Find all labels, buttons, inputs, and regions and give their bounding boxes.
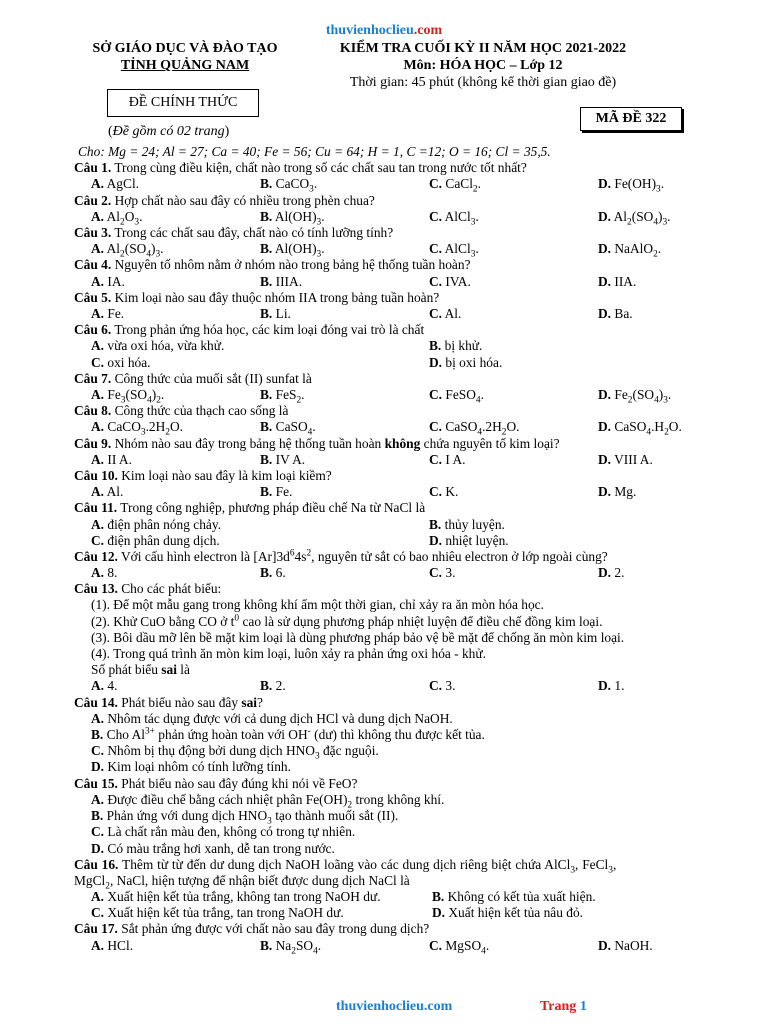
question-text: Phát biểu nào sau đây đúng khi nói về FeO? [117, 775, 358, 791]
options-row [74, 484, 704, 500]
question-number: Câu 5. [74, 289, 112, 305]
option-a[interactable]: A. vừa oxi hóa, vừa khử. [91, 338, 225, 354]
official-badge: ĐỀ CHÍNH THỨC [107, 89, 259, 117]
option-b[interactable]: B. CaCO$_3$. [260, 176, 318, 196]
options-row [74, 208, 704, 228]
option-b[interactable]: B. IIIA. [260, 273, 303, 289]
option-a[interactable]: A. $Al_2(SO_4)_3$. [91, 241, 164, 260]
footer-site[interactable]: thuvienhoclieu.com [336, 999, 453, 1014]
option-c[interactable]: C. 3. [429, 565, 456, 581]
question-text: Công thức của thạch cao sống là [111, 403, 289, 419]
option-b[interactable]: B. 6. [260, 565, 286, 581]
option-a[interactable]: A. 4. [91, 678, 118, 694]
brand-domain: .com [413, 23, 443, 38]
statement-1: (1). Để một mẫu gang trong không khí ẩm một thời gian, chỉ xảy ra ăn mòn hóa học. [91, 597, 544, 613]
department-line: SỞ GIÁO DỤC VÀ ĐÀO TẠO [92, 41, 278, 56]
option-b[interactable]: B. Phản ứng với dung dịch $HNO_3$ tạo thành muối sắt (II). [91, 808, 399, 827]
emphasis: sai [161, 662, 177, 678]
option-a[interactable]: A. Được điều chế bằng cách nhiệt phân $Fe(OH)_2$ trong không khí. [91, 791, 445, 811]
brand-name: thuvienhoclieu [325, 23, 414, 38]
question-text: Trong cùng điều kiện, chất nào trong số các chất sau tan trong nước tốt nhất? [111, 160, 527, 176]
question-text: Công thức của muối sắt (II) sunfat là [111, 370, 312, 386]
option-a[interactable]: A. AgCl. [91, 176, 140, 192]
option-c[interactable]: C. CaCl$_2$. [429, 176, 481, 196]
question-number: Câu 6. [74, 322, 112, 338]
option-b[interactable]: B. 2. [260, 678, 286, 694]
option-c[interactable]: C. Là chất rắn màu đen, không có trong tự nhiên. [91, 824, 356, 840]
page-number: 1 [579, 999, 587, 1014]
question-number: Câu 12. [74, 548, 118, 564]
exam-code: MÃ ĐỀ 322 [580, 107, 682, 131]
option-a[interactable]: A. 8. [91, 565, 118, 581]
question-9: Câu 9. Nhóm nào sau đây trong bảng hệ thống tuần hoàn không chứa nguyên tố kim loại? [74, 435, 560, 451]
option-d[interactable]: D. Kim loại nhôm có tính lưỡng tính. [91, 759, 291, 775]
question-3 [74, 225, 704, 241]
option-b[interactable]: B. $Na_2SO_4$. [260, 937, 322, 957]
options-row [74, 419, 704, 438]
options-row [74, 905, 704, 921]
question-text: Nguyên tố nhôm nằm ở nhóm nào trong bảng hệ thống tuần hoàn? [111, 257, 471, 273]
option-c[interactable]: C. 3. [429, 678, 456, 694]
statement-2: (2). Khử CuO bằng CO ở $t^0$ cao là sử dụng phương pháp nhiệt luyện để điều chế đồng kim loại. [91, 613, 603, 629]
option-b[interactable]: B. bị khử. [429, 338, 483, 354]
option-b[interactable]: B. CaSO$_4$. [260, 419, 316, 438]
option-b[interactable]: B. Fe. [260, 484, 293, 500]
question-number: Câu 1. [74, 160, 112, 176]
options-row [74, 355, 704, 371]
question-10 [74, 468, 704, 484]
option-b[interactable]: B. IV A. [260, 451, 306, 467]
question-12: Câu 12. Với cấu hình electron là $[Ar]3d^64s^2$, nguyên tử sắt có bao nhiêu electron ở lớp ngoài cùng? [74, 548, 608, 564]
question-text: Trong công nghiệp, phương pháp điều chế Na từ NaCl là [117, 500, 426, 516]
question-number: Câu 4. [74, 257, 112, 273]
question-number: Câu 14. [74, 694, 118, 710]
question-number: Câu 15. [74, 775, 118, 791]
option-c[interactable]: C. oxi hóa. [91, 354, 151, 370]
question-5 [74, 290, 704, 306]
option-c[interactable]: C. IVA. [429, 273, 471, 289]
question-4 [74, 257, 704, 273]
atomic-masses: Cho: Mg = 24; Al = 27; Ca = 40; Fe = 56; Cu = 64; H = 1, C =12; O = 16; Cl = 35,5. [78, 144, 551, 159]
question-number: Câu 16. [74, 856, 119, 872]
question-number: Câu 10. [74, 467, 118, 483]
option-c[interactable]: C. AlCl$_3$. [429, 208, 479, 228]
question-number: Câu 2. [74, 192, 112, 208]
question-number: Câu 11. [74, 500, 118, 516]
statement-4: (4). Trong quá trình ăn mòn kim loại, luôn xảy ra phản ứng oxi hóa - khử. [91, 646, 486, 662]
question-16: Câu 16. Thêm từ từ đến dư dung dịch NaOH loãng vào các dung dịch riêng biệt chứa AlCl$_3$, FeCl$_3$, [74, 856, 617, 876]
department-header [60, 40, 310, 74]
page-count-note [108, 124, 229, 140]
option-b[interactable]: B. FeS$_2$. [260, 386, 305, 406]
option-d[interactable]: D. 1. [598, 678, 625, 694]
option-a[interactable]: A. IA. [91, 273, 125, 289]
option-c[interactable]: C. điện phân dung dịch. [91, 532, 220, 548]
question-7 [74, 371, 704, 387]
exam-title: KIỂM TRA CUỐI KỲ II NĂM HỌC 2021-2022 [339, 41, 627, 56]
option-b[interactable]: B. Cho $Al^{3+}$ phản ứng hoàn toàn với OH- (dư) thì không thu được kết tủa. [91, 726, 485, 743]
option-d[interactable]: D. VIII A. [598, 451, 653, 467]
options-row [74, 517, 704, 533]
page-indicator: Trang 1 [540, 999, 587, 1014]
option-a[interactable]: A. $Fe_3(SO_4)_2$. [91, 386, 165, 406]
option-d[interactable]: D. IIA. [598, 273, 637, 289]
statement-3: (3). Bôi dầu mỡ lên bề mặt kim loại là dùng phương pháp bảo vệ bề mặt để chống ăn mòn kim loại. [91, 629, 625, 645]
emphasis: sai [241, 694, 258, 710]
question-text: Hợp chất nào sau đây có nhiều trong phèn chua? [111, 192, 375, 208]
option-d[interactable]: D. Xuất hiện kết tủa nâu đỏ. [432, 905, 584, 921]
options-row [74, 386, 704, 406]
options-row [74, 937, 704, 957]
statement-count-prompt: Số phát biểu sai là [91, 662, 190, 678]
question-number: Câu 8. [74, 403, 112, 419]
option-c[interactable]: C. FeSO$_4$. [429, 386, 484, 406]
options-row [74, 533, 704, 549]
top-brand [0, 23, 768, 39]
option-a[interactable]: A. điện phân nóng chảy. [91, 516, 222, 532]
option-a[interactable]: A. $CaCO_3.2H_2O$. [91, 419, 183, 438]
option-c[interactable]: C. Nhôm bị thụ động bởi dung dịch $HNO_3$ đặc nguội. [91, 743, 379, 762]
question-number: Câu 9. [74, 435, 112, 451]
option-a[interactable]: A. Fe. [91, 305, 125, 321]
option-a[interactable]: A. II A. [91, 451, 132, 467]
question-text: Sắt phản ứng được với chất nào sau đây trong dung dịch? [117, 921, 430, 937]
question-16-continued: MgCl$_2$, NaCl, hiện tượng để nhận biết được dung dịch NaCl là [74, 872, 410, 892]
question-15 [74, 776, 704, 792]
option-a[interactable]: A. Nhôm tác dụng được với cả dung dịch HCl và dung dịch NaOH. [91, 710, 453, 726]
option-a[interactable]: A. HCl. [91, 937, 134, 953]
option-a[interactable]: A. Xuất hiện kết tủa trắng, không tan trong NaOH dư. [91, 889, 381, 905]
paren-open: ( [108, 124, 113, 139]
question-11 [74, 500, 704, 516]
question-13 [74, 581, 704, 597]
page-count: Đề gồm có 02 trang [112, 124, 225, 139]
question-8 [74, 403, 704, 419]
question-text: Trong phản ứng hóa học, các kim loại đóng vai trò là chất [111, 322, 425, 338]
emphasis: không [384, 435, 421, 451]
question-text: Kim loại nào sau đây là kim loại kiềm? [117, 467, 332, 483]
question-number: Câu 13. [74, 581, 118, 597]
options-row [74, 452, 704, 468]
option-c[interactable]: C. MgSO$_4$. [429, 937, 490, 957]
option-b[interactable]: B. Li. [260, 305, 291, 321]
option-c[interactable]: C. I A. [429, 451, 466, 467]
exam-subject: Môn: HÓA HỌC – Lớp 12 [403, 58, 563, 73]
options-row [74, 678, 704, 694]
option-d[interactable]: D. Ba. [598, 305, 633, 321]
options-row [74, 338, 704, 354]
option-c[interactable]: C. Xuất hiện kết tủa trắng, tan trong NaOH dư. [91, 905, 344, 921]
option-a[interactable]: A. $Al_2O_3$. [91, 208, 143, 228]
options-row [74, 176, 704, 196]
option-d[interactable]: D. $CaSO_4.H_2O$. [598, 419, 682, 438]
option-d[interactable]: D. $Al_2(SO_4)_3$. [598, 208, 671, 228]
option-b[interactable]: B. thủy luyện. [429, 516, 505, 532]
paren-close: ) [224, 124, 230, 139]
options-row [74, 306, 704, 322]
option-d[interactable]: D. 2. [598, 565, 625, 581]
question-list [74, 144, 704, 957]
question-17 [74, 921, 704, 937]
question-text: Trong các chất sau đây, chất nào có tính lưỡng tính? [111, 224, 394, 240]
options-row [74, 889, 704, 905]
question-6 [74, 322, 704, 338]
exam-time: Thời gian: 45 phút (không kể thời gian giao đề) [349, 75, 617, 90]
option-d[interactable]: D. Có màu trắng hơi xanh, dễ tan trong nước. [91, 840, 335, 856]
question-1 [74, 160, 704, 176]
option-d[interactable]: D. Mg. [598, 484, 637, 500]
option-d[interactable]: D. NaOH. [598, 937, 653, 953]
options-row [74, 565, 704, 581]
question-number: Câu 17. [74, 921, 118, 937]
province-line: TỈNH QUẢNG NAM [120, 58, 250, 73]
option-b[interactable]: B. $Al(OH)_3$. [260, 208, 325, 228]
option-c[interactable]: C. AlCl$_3$. [429, 241, 479, 260]
question-2 [74, 193, 704, 209]
question-text: Cho các phát biểu: [117, 581, 222, 597]
option-d[interactable]: D. bị oxi hóa. [429, 354, 503, 370]
question-number: Câu 7. [74, 370, 112, 386]
options-row [74, 274, 704, 290]
option-b[interactable]: B. $Al(OH)_3$. [260, 241, 325, 260]
question-number: Câu 3. [74, 224, 112, 240]
options-row [74, 241, 704, 260]
option-d[interactable]: D. nhiệt luyện. [429, 532, 509, 548]
option-c[interactable]: C. K. [429, 484, 459, 500]
option-c[interactable]: C. Al. [429, 305, 462, 321]
option-b[interactable]: B. Không có kết tủa xuất hiện. [432, 889, 596, 905]
option-d[interactable]: D. NaAlO$_2$. [598, 241, 662, 260]
option-d[interactable]: D. $Fe_2(SO_4)_3$. [598, 386, 672, 406]
question-text: Kim loại nào sau đây thuộc nhóm IIA trong bảng tuần hoàn? [111, 289, 440, 305]
question-14: Câu 14. Phát biểu nào sau đây sai? [74, 694, 263, 710]
option-c[interactable]: C. $CaSO_4.2H_2O$. [429, 419, 520, 438]
exam-header [318, 40, 648, 91]
option-d[interactable]: D. $Fe(OH)_3$. [598, 176, 665, 196]
option-a[interactable]: A. Al. [91, 484, 124, 500]
